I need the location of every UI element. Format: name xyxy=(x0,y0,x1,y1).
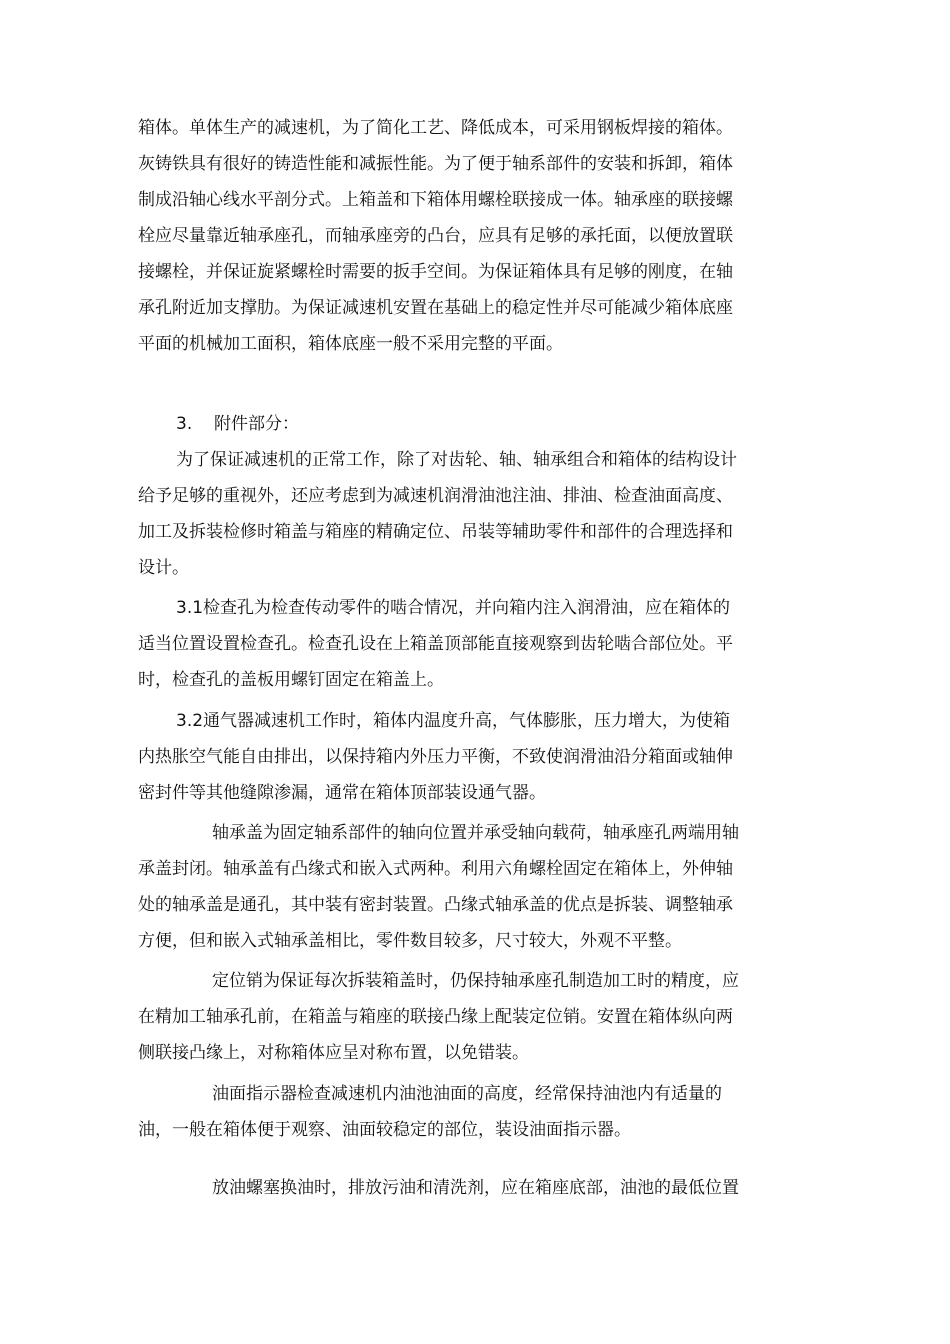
subsection-3-1-line: 3.1检查孔为检查传动零件的啮合情况，并向箱内注入润滑油，应在箱体的 xyxy=(176,598,731,618)
bearing-cap-paragraph-line: 处的轴承盖是通孔，其中装有密封装置。凸缘式轴承盖的优点是拆装、调整轴承 xyxy=(138,895,733,915)
paragraph-1-line: 灰铸铁具有很好的铸造性能和减振性能。为了便于轴系部件的安装和拆卸，箱体 xyxy=(138,154,733,174)
paragraph-2-line: 给予足够的重视外，还应考虑到为减速机润滑油池注油、排油、检查油面高度、 xyxy=(138,486,733,506)
paragraph-1-line: 平面的机械加工面积，箱体底座一般不采用完整的平面。 xyxy=(138,334,563,354)
bearing-cap-paragraph-line: 承盖封闭。轴承盖有凸缘式和嵌入式两种。利用六角螺栓固定在箱体上，外伸轴 xyxy=(138,859,733,879)
bearing-cap-paragraph-line: 轴承盖为固定轴系部件的轴向位置并承受轴向载荷，轴承座孔两端用轴 xyxy=(212,823,739,843)
paragraph-2-line: 为了保证减速机的正常工作，除了对齿轮、轴、轴承组合和箱体的结构设计 xyxy=(176,450,737,470)
dowel-pin-paragraph-line: 定位销为保证每次拆装箱盖时，仍保持轴承座孔制造加工时的精度，应 xyxy=(212,971,739,991)
dowel-pin-paragraph-line: 侧联接凸缘上，对称箱体应呈对称布置，以免错装。 xyxy=(138,1043,529,1063)
oil-gauge-paragraph-line: 油面指示器检查减速机内油池油面的高度，经常保持油池内有适量的 xyxy=(212,1084,722,1104)
section-title: 附件部分： xyxy=(214,414,299,434)
subsection-3-1-line: 适当位置设置检查孔。检查孔设在上箱盖顶部能直接观察到齿轮啮合部位处。平 xyxy=(138,634,733,654)
drain-plug-paragraph-line: 放油螺塞换油时，排放污油和清洗剂，应在箱座底部，油池的最低位置 xyxy=(212,1178,739,1198)
paragraph-1-line: 箱体。单体生产的减速机，为了简化工艺、降低成本，可采用钢板焊接的箱体。 xyxy=(138,118,733,138)
subsection-3-1-line: 时，检查孔的盖板用螺钉固定在箱盖上。 xyxy=(138,670,444,690)
subsection-3-2-line: 内热胀空气能自由排出，以保持箱内外压力平衡，不致使润滑油沿分箱面或轴伸 xyxy=(138,747,733,767)
oil-gauge-paragraph-line: 油，一般在箱体便于观察、油面较稳定的部位，装设油面指示器。 xyxy=(138,1120,631,1140)
subsection-3-2-line: 密封件等其他缝隙渗漏，通常在箱体顶部装设通气器。 xyxy=(138,783,546,803)
paragraph-2-line: 加工及拆装检修时箱盖与箱座的精确定位、吊装等辅助零件和部件的合理选择和 xyxy=(138,522,733,542)
paragraph-1-line: 接螺栓，并保证旋紧螺栓时需要的扳手空间。为保证箱体具有足够的刚度，在轴 xyxy=(138,262,733,282)
section-number: 3. xyxy=(176,414,193,434)
paragraph-1-line: 制成沿轴心线水平剖分式。上箱盖和下箱体用螺栓联接成一体。轴承座的联接螺 xyxy=(138,190,733,210)
paragraph-1-line: 承孔附近加支撑肋。为保证减速机安置在基础上的稳定性并尽可能减少箱体底座 xyxy=(138,298,733,318)
bearing-cap-paragraph-line: 方便，但和嵌入式轴承盖相比，零件数目较多，尺寸较大，外观不平整。 xyxy=(138,931,682,951)
dowel-pin-paragraph-line: 在精加工轴承孔前，在箱盖与箱座的联接凸缘上配装定位销。安置在箱体纵向两 xyxy=(138,1007,733,1027)
paragraph-2-line: 设计。 xyxy=(138,558,189,578)
subsection-3-2-line: 3.2通气器减速机工作时，箱体内温度升高，气体膨胀，压力增大，为使箱 xyxy=(176,711,731,731)
paragraph-1-line: 栓应尽量靠近轴承座孔，而轴承座旁的凸台，应具有足够的承托面，以便放置联 xyxy=(138,226,733,246)
